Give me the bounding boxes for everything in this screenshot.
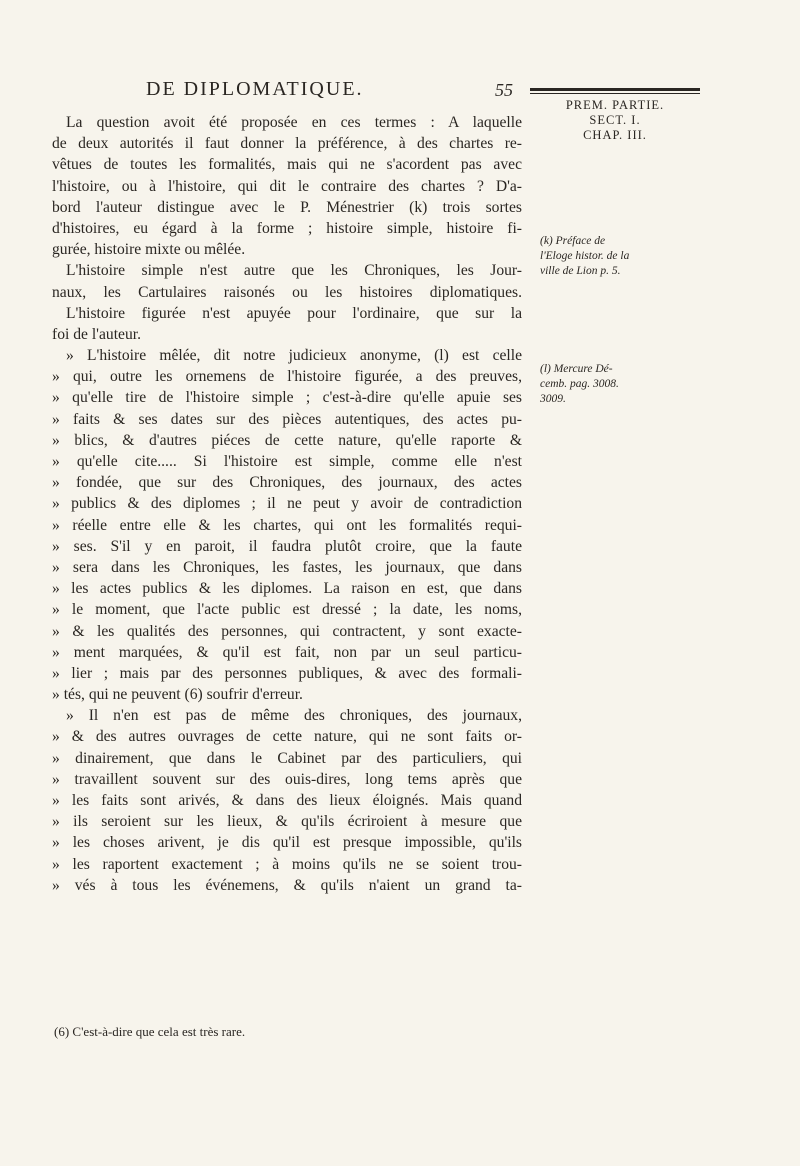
margin-note-line: l'Eloge histor. de la xyxy=(540,250,630,262)
margin-note-line: cemb. pag. 3008. xyxy=(540,378,619,390)
text-line: » les raportent exactement ; à moins qu'ils ne se soient trou- xyxy=(52,855,522,873)
text-line: » & des autres ouvrages de cette nature, qui ne sont faits or- xyxy=(52,728,522,746)
text-line: » qu'elle cite..... Si l'histoire est simple, comme elle n'est xyxy=(52,453,522,470)
text-line: » Il n'en est pas de même des chroniques, des journaux, xyxy=(66,707,522,725)
text-line: » faits & ses dates sur des pièces autentiques, des actes pu- xyxy=(52,410,522,428)
margin-note-line: 3009. xyxy=(540,393,566,405)
text-line: L'histoire simple n'est autre que les Chroniques, les Jour- xyxy=(66,262,522,280)
text-line: L'histoire figurée n'est apuyée pour l'ordinaire, que sur la xyxy=(66,304,522,322)
text-line: » & les qualités des personnes, qui contractent, y sont exacte- xyxy=(52,622,522,640)
margin-rule xyxy=(530,88,700,91)
margin-note-l xyxy=(540,362,660,407)
text-line: » qu'elle tire de l'histoire simple ; c'est-à-dire qu'elle apuie ses xyxy=(52,389,522,407)
footnote: (6) C'est-à-dire que cela est très rare. xyxy=(54,1024,246,1039)
text-line: naux, les Cartulaires raisonés ou les histoires diplomatiques. xyxy=(52,283,522,301)
text-line: » qui, outre les ornemens de l'histoire figurée, a des preuves, xyxy=(52,368,522,386)
text-line: » blics, & d'autres piéces de cette nature, qu'elle raporte & xyxy=(52,431,522,449)
text-line: de deux autorités il faut donner la préférence, à des chartes re- xyxy=(52,135,522,153)
margin-note-line: (k) Préface de xyxy=(540,235,606,247)
page-number: 55 xyxy=(495,80,513,100)
text-line: » publics & des diplomes ; il ne peut y avoir de contradiction xyxy=(52,495,522,513)
text-line: » travaillent souvent sur des ouis-dires, long tems après que xyxy=(52,770,522,788)
text-line: » sera dans les Chroniques, les fastes, les journaux, que dans xyxy=(52,558,522,576)
text-line: » dinairement, que dans le Cabinet par des particuliers, qui xyxy=(52,749,522,767)
main-text xyxy=(52,112,522,896)
text-line: » les faits sont arivés, & dans des lieux éloignés. Mais quand xyxy=(52,792,522,809)
text-line: foi de l'auteur. xyxy=(52,325,141,343)
text-line: » L'histoire mêlée, dit notre judicieux anonyme, (l) est celle xyxy=(66,347,522,365)
part-label: PREM. PARTIE. xyxy=(565,98,665,112)
margin-header xyxy=(530,88,742,143)
text-line: La question avoit été proposée en ces termes : A laquelle xyxy=(66,114,522,131)
text-line: » les choses arivent, je dis qu'il est presque impossible, qu'ils xyxy=(52,834,522,852)
text-line: » fondée, que sur des Chroniques, des journaux, des actes xyxy=(52,474,522,492)
margin-rule-thin xyxy=(530,93,700,94)
text-line: » réelle entre elle & les chartes, qui ont les formalités requi- xyxy=(52,516,522,534)
text-line: » ses. S'il y en paroit, il faudra plutôt croire, que la faute xyxy=(52,537,522,555)
text-line: » les actes publics & les diplomes. La raison en est, que dans xyxy=(52,580,522,598)
text-line: » lier ; mais par des personnes publiques, & avec des formali- xyxy=(52,664,522,682)
text-line: » vés à tous les événemens, & qu'ils n'aient un grand ta- xyxy=(52,876,522,894)
margin-note-line: (l) Mercure Dé- xyxy=(540,363,613,375)
section-label: SECT. I. xyxy=(589,113,641,127)
text-line: l'histoire, ou à l'histoire, qui dit le contraire des chartes ? D'a- xyxy=(52,177,522,195)
text-line: » ils seroient sur les lieux, & qu'ils écriroient à mesure que xyxy=(52,813,522,831)
text-line: » ment marquées, & qu'il est fait, non par un seul particu- xyxy=(52,643,522,661)
text-line: d'histoires, eu égard à la forme ; histoire simple, histoire fi- xyxy=(52,219,522,237)
running-title: DE DIPLOMATIQUE. xyxy=(146,78,364,100)
text-line: » le moment, que l'acte public est dressé ; la date, les noms, xyxy=(52,601,522,619)
margin-note-k xyxy=(540,234,660,279)
text-line: gurée, histoire mixte ou mêlée. xyxy=(52,241,246,259)
text-line: » tés, qui ne peuvent (6) soufrir d'erreur. xyxy=(52,686,303,704)
margin-note-line: ville de Lion p. 5. xyxy=(540,265,621,277)
text-line: vêtues de toutes les formalités, mais qui ne s'acordent pas avec xyxy=(52,156,522,174)
text-line: bord l'auteur distingue avec le P. Ménestrier (k) trois sortes xyxy=(52,198,522,216)
chapter-label: CHAP. III. xyxy=(583,128,647,142)
